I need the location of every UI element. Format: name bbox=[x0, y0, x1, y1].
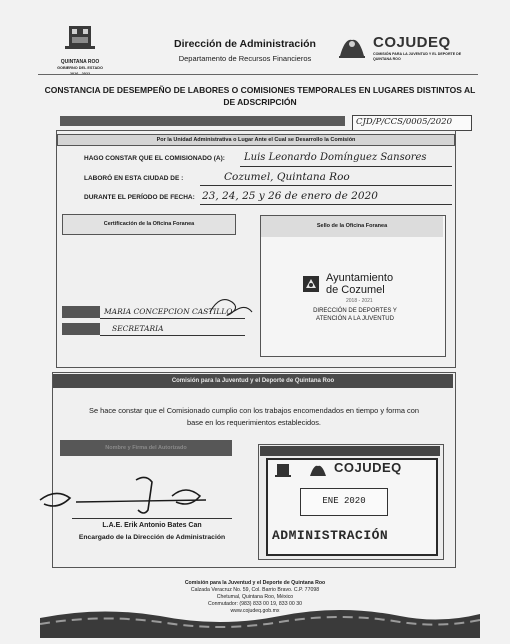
position-value: SECRETARIA bbox=[112, 324, 164, 333]
period-value: 23, 24, 25 y 26 de enero de 2020 bbox=[202, 190, 378, 202]
period-field bbox=[200, 192, 452, 205]
footer-line4: Conmutador: (983) 833 00 19, 833 00 30 bbox=[207, 601, 303, 607]
city-label: LABORÓ EN ESTA CIUDAD DE : bbox=[84, 175, 184, 182]
seal-years: 2018 - 2021 bbox=[346, 298, 373, 304]
cojudeq-logo-sub: COMISIÓN PARA LA JUVENTUD Y EL DEPORTE DE QUINTANA ROO bbox=[373, 52, 462, 61]
seal-title-2: de Cozumel bbox=[326, 284, 385, 296]
admin-stamp bbox=[266, 458, 438, 556]
folio-bar bbox=[60, 116, 345, 126]
unit-section-header: Por la Unidad Administrativa o Lugar Ante el Cual se Desarrollo la Comisión bbox=[57, 134, 455, 146]
seal-title-1: Ayuntamiento bbox=[326, 272, 394, 284]
qroo-logo-years: 2016 - 2022 bbox=[69, 72, 91, 76]
statement-line2: base en los requerimientos establecidos. bbox=[187, 418, 321, 427]
signature-line bbox=[72, 518, 232, 519]
period-label: DURANTE EL PERÍODO DE FECHA: bbox=[84, 194, 195, 201]
director-signature-icon bbox=[36, 470, 226, 520]
cojudeq-logo-name: COJUDEQ bbox=[373, 34, 451, 51]
document-title-line2: DE ADSCRIPCIÓN bbox=[223, 97, 297, 107]
name-value: MARIA CONCEPCION CASTILLO bbox=[104, 307, 233, 316]
qroo-logo-sub: GOBIERNO DEL ESTADO bbox=[57, 66, 103, 70]
certification-label: Certificación de la Oficina Foranea bbox=[62, 214, 236, 235]
stamp-date: ENE 2020 bbox=[322, 496, 366, 506]
city-value: Cozumel, Quintana Roo bbox=[224, 171, 350, 183]
cojudeq-section-header: Comisión para la Juventud y el Deporte de Quintana Roo bbox=[53, 374, 453, 388]
seal-dept-2: ATENCIÓN A LA JUVENTUD bbox=[316, 316, 394, 322]
signer-title: Encargado de la Dirección de Administración bbox=[78, 534, 226, 541]
name-row-bar bbox=[62, 306, 100, 318]
header-subtitle: Departamento de Recursos Financieros bbox=[178, 54, 312, 63]
commissioned-label: HAGO CONSTAR QUE EL COMISIONADO (A): bbox=[84, 155, 225, 162]
statement-line1: Se hace constar que el Comisionado cumplio con los trabajos encomendados en tiempo y forma con bbox=[89, 406, 419, 415]
header-divider bbox=[38, 74, 478, 75]
stamp-cojudeq-icon bbox=[308, 462, 328, 478]
qroo-logo bbox=[55, 22, 105, 76]
signer-name: L.A.E. Erik Antonio Bates Can bbox=[102, 522, 202, 529]
footer-wave-decoration bbox=[40, 598, 480, 638]
footer-line1: Comisión para la Juventud y el Deporte de Quintana Roo bbox=[184, 580, 326, 586]
folio-value: CJD/P/CCS/0005/2020 bbox=[356, 117, 452, 127]
footer-line3: Chetumal, Quintana Roo, México bbox=[216, 594, 294, 600]
folio-box bbox=[352, 115, 472, 131]
stamp-brand: COJUDEQ bbox=[334, 460, 402, 475]
seal-dept-1: DIRECCIÓN DE DEPORTES Y bbox=[313, 308, 397, 314]
signature-bar: Nombre y Firma del Autorizado bbox=[60, 440, 232, 456]
stamp-date-box bbox=[300, 488, 388, 516]
stamp-qroo-icon bbox=[274, 463, 292, 479]
name-signature-icon bbox=[206, 292, 256, 320]
qroo-logo-name: QUINTANA ROO bbox=[60, 59, 100, 65]
cojudeq-emblem-icon bbox=[337, 34, 367, 60]
footer-line5: www.cojudeq.gob.mx bbox=[230, 608, 280, 614]
cozumel-emblem-icon bbox=[302, 275, 320, 293]
commissioned-value: Luis Leonardo Domínguez Sansores bbox=[244, 152, 427, 163]
position-row-bar bbox=[62, 323, 100, 335]
stamp-header-bar bbox=[260, 446, 440, 456]
cojudeq-logo bbox=[337, 34, 467, 64]
stamp-dept: ADMINISTRACIÓN bbox=[272, 528, 389, 543]
commissioned-field bbox=[240, 154, 452, 167]
footer-line2: Calzada Veracruz No. 59, Col. Barrio Bravo. C.P. 77098 bbox=[190, 587, 320, 593]
header-title: Dirección de Administración bbox=[174, 38, 316, 50]
qroo-emblem-icon bbox=[55, 22, 105, 54]
seal-label: Sello de la Oficina Foranea bbox=[261, 216, 443, 237]
position-field bbox=[100, 323, 245, 336]
document-title-line1: CONSTANCIA DE DESEMPEÑO DE LABORES O COMISIONES TEMPORALES EN LUGARES DISTINTOS AL bbox=[44, 85, 476, 95]
city-field bbox=[200, 173, 452, 186]
